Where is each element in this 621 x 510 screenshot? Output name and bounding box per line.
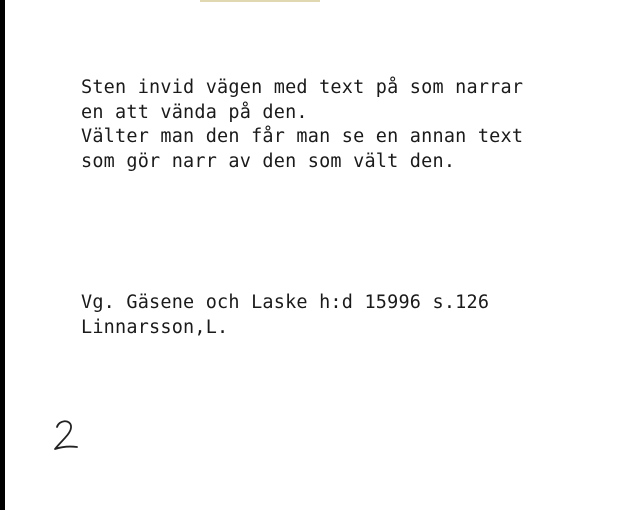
- body-line: Sten invid vägen med text på som narrar: [81, 77, 524, 98]
- handwritten-number-text: [82, 416, 83, 417]
- body-line: som gör narr av den som vält den.: [81, 150, 456, 172]
- citation-line: Vg. Gäsene och Laske h:d 15996 s.126: [81, 292, 490, 313]
- card-edge: [0, 0, 5, 510]
- source-citation: [81, 291, 489, 340]
- citation-line: Linnarsson,L.: [81, 316, 229, 338]
- typed-body-text: [81, 76, 523, 174]
- handwritten-two-glyph: [48, 416, 82, 456]
- body-line: en att vända på den.: [81, 101, 308, 123]
- paper-smudge: [200, 0, 320, 2]
- handwritten-page-number: [48, 416, 82, 456]
- body-line: Välter man den får man se en annan text: [81, 126, 524, 147]
